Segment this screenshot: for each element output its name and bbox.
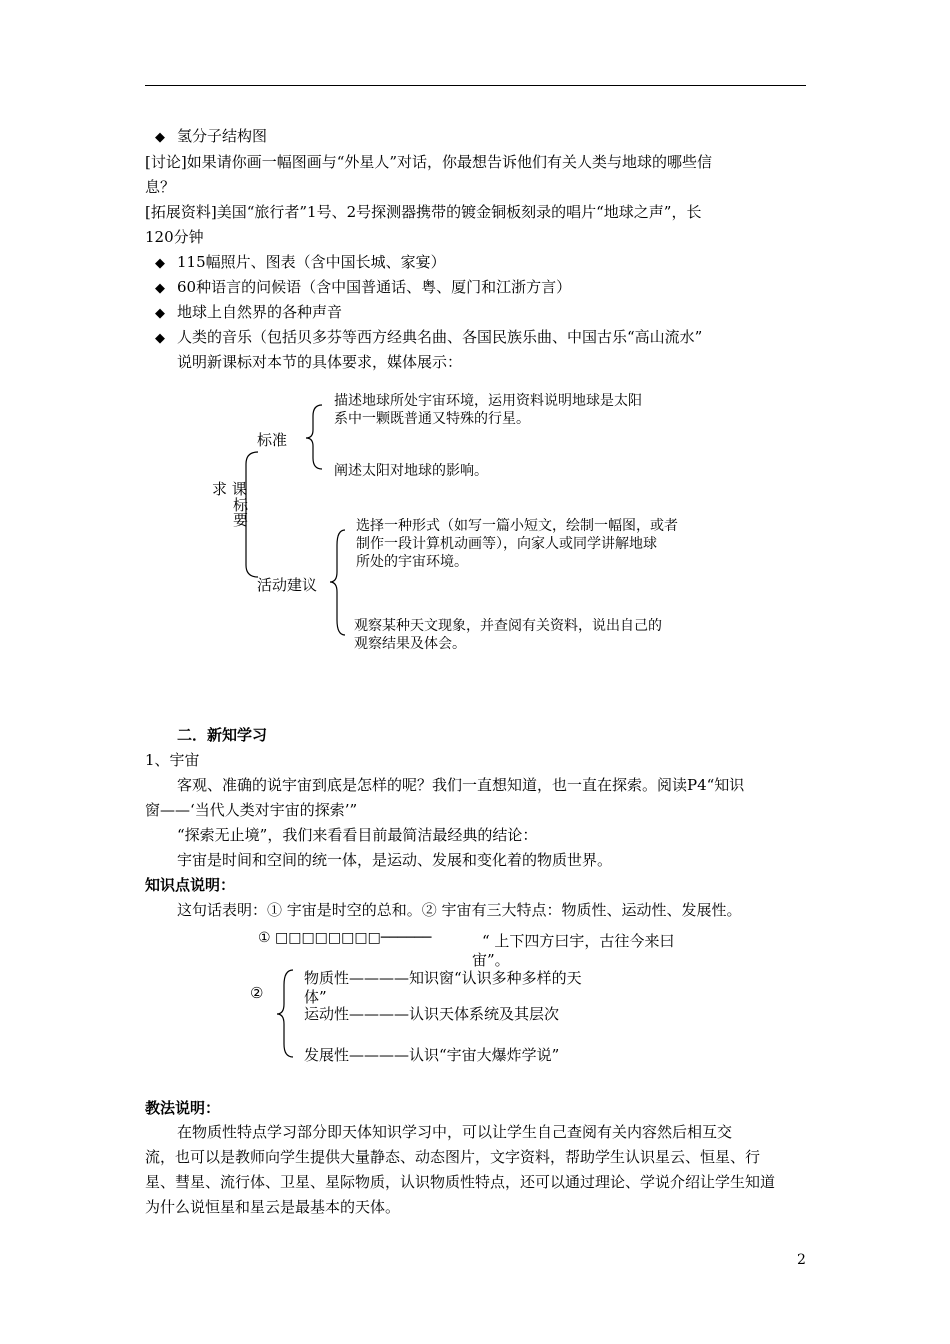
paragraph-4: 这句话表明：① 宇宙是时空的总和。② 宇宙有三大特点：物质性、运动性、发展性。 <box>177 901 742 919</box>
root-label-line-1: 求 课 <box>212 480 247 498</box>
list-item: ◆ 60种语言的问候语（含中国普通话、粤、厦门和江浙方言） <box>155 277 571 299</box>
paragraph-1-line-2: 窗——‘当代人类对宇宙的探索’” <box>145 801 358 819</box>
media-note: 说明新课标对本节的具体要求，媒体展示： <box>177 353 463 371</box>
root-label-line-3: 要 <box>233 511 249 529</box>
teaching-line-3: 星、彗星、流行体、卫星、星际物质，认识物质性特点，还可以通过理论、学说介绍让学生知道 <box>145 1173 776 1191</box>
list-item: ◆ 地球上自然界的各种声音 <box>155 302 342 324</box>
diamond-bullet-icon: ◆ <box>155 281 165 296</box>
teaching-line-4: 为什么说恒星和星云是最基本的天体。 <box>145 1198 401 1216</box>
list-item: ◆ 人类的音乐（包括贝多芬等西方经典名曲、各国民族乐曲、中国古乐“高山流水” <box>155 327 702 349</box>
diamond-bullet-icon: ◆ <box>155 130 165 145</box>
property-1-line-2: 体” <box>304 988 327 1006</box>
standard-item-2: 阐述太阳对地球的影响。 <box>334 463 488 479</box>
item-1-quote-line-1: “ 上下四方曰宇，古往今来曰 <box>482 932 675 950</box>
activity-item-1-line-3: 所处的宇宙环境。 <box>356 554 468 570</box>
knowledge-heading: 知识点说明： <box>145 876 236 894</box>
discussion-line-2: 息？ <box>145 178 176 196</box>
property-1-line-1: 物质性————知识窗“认识多种多样的天 <box>304 969 582 987</box>
hydrogen-text: 氢分子结构图 <box>177 127 268 145</box>
root-label-line-2: 标 <box>233 496 249 514</box>
teaching-heading: 教法说明： <box>145 1099 221 1117</box>
list-item: ◆ 115幅照片、图表（含中国长城、家宴） <box>155 252 446 274</box>
standard-item-1-line-2: 系中一颗既普通又特殊的行星。 <box>334 411 530 427</box>
standard-item-1-line-1: 描述地球所处宇宙环境，运用资料说明地球是太阳 <box>334 393 642 409</box>
subsection-title: 1、宇宙 <box>145 751 200 769</box>
extension-line-1: [拓展资料]美国“旅行者”1号、2号探测器携带的镀金铜板刻录的唱片“地球之声”，长 <box>145 203 702 221</box>
activity-item-1-line-2: 制作一段计算机动画等），向家人或同学讲解地球 <box>356 536 657 552</box>
activity-item-2-line-1: 观察某种天文现象，并查阅有关资料，说出自己的 <box>354 618 662 634</box>
diamond-bullet-icon: ◆ <box>155 306 165 321</box>
section-heading: 二．新知学习 <box>177 726 268 744</box>
standard-label: 标准 <box>257 431 288 449</box>
page-number: 2 <box>797 1252 806 1268</box>
item-2-marker: ② <box>250 984 264 1002</box>
diamond-bullet-icon: ◆ <box>155 331 165 346</box>
paragraph-3: 宇宙是时间和空间的统一体，是运动、发展和变化着的物质世界。 <box>177 851 613 869</box>
activity-item-1-line-1: 选择一种形式（如写一篇小短文，绘制一幅图，或者 <box>356 518 678 534</box>
teaching-line-2: 流，也可以是教师向学生提供大量静态、动态图片，文字资料，帮助学生认识星云、恒星、行 <box>145 1148 761 1166</box>
extension-line-2: 120分钟 <box>145 228 204 246</box>
activity-item-2-line-2: 观察结果及体会。 <box>354 636 466 652</box>
teaching-line-1: 在物质性特点学习部分即天体知识学习中，可以让学生自己查阅有关内容然后相互交 <box>177 1123 733 1141</box>
property-2: 运动性————认识天体系统及其层次 <box>304 1005 560 1023</box>
paragraph-2: “探索无止境”，我们来看看目前最简洁最经典的结论： <box>177 826 538 844</box>
paragraph-1-line-1: 客观、准确的说宇宙到底是怎样的呢？我们一直想知道，也一直在探索。阅读P4“知识 <box>177 776 745 794</box>
item-1-quote-line-2: 宙”。 <box>472 951 510 969</box>
property-3: 发展性————认识“宇宙大爆炸学说” <box>304 1046 560 1064</box>
discussion-line-1: [讨论]如果请你画一幅图画与“外星人”对话，你最想告诉他们有关人类与地球的哪些信 <box>145 153 713 171</box>
activity-label: 活动建议 <box>257 576 318 594</box>
item-1-marker: ① □□□□□□□□────── <box>258 930 432 946</box>
diamond-bullet-icon: ◆ <box>155 256 165 271</box>
